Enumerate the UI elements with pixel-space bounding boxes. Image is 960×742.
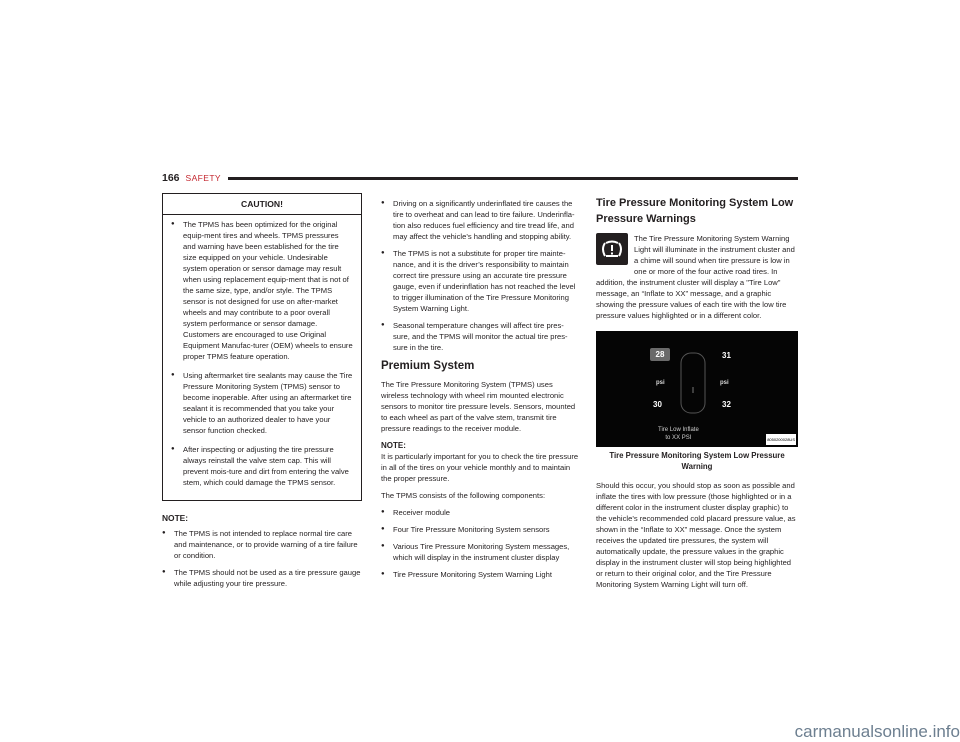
note-label: NOTE:	[162, 513, 189, 523]
tpms-cluster-graphic	[596, 331, 798, 447]
component-item: ● Various Tire Pressure Monitoring System messages, which will display in the instrument cluster display	[381, 541, 580, 563]
note-item: ● The TPMS should not be used as a tire pressure gauge while adjusting your tire pressure.	[162, 567, 362, 589]
tire-low-message	[658, 426, 699, 442]
column-right	[596, 195, 798, 596]
list-item: ● Driving on a significantly underinflated tire causes the tire to overheat and can lead to tire failure. Underinfla-tion also reduces fuel efficiency and tire tread life, and may affect the vehicle’s handling and stopping ability.	[381, 198, 580, 242]
paragraph: The Tire Pressure Monitoring System Warning Light will illuminate in the instrument cluster and a chime will sound when tire pressure is low in one or more of the four active road tires. In addition, the instrument cluster will display a "Tire Low" message, an “Inflate to XX” message, and a graphic showing the pressure values of each tire with the low tire pressure values highlighted or in a different color.	[596, 234, 795, 320]
tire-rear-right-value: 32	[722, 400, 731, 409]
caution-item: ● Using aftermarket tire sealants may cause the Tire Pressure Monitoring System (TPMS) sensor to become inoperable. After using an aftermarket tire sealant it is recommended that you take your vehicle to an authorized dealer to have your sensor function checked.	[171, 370, 353, 436]
caution-title: CAUTION!	[163, 194, 361, 215]
tire-front-right-value: 31	[722, 351, 731, 360]
note-item: ● The TPMS is not intended to replace normal tire care and maintenance, or to provide warning of a tire failure or condition.	[162, 528, 362, 561]
caution-item: ● After inspecting or adjusting the tire pressure always reinstall the valve stem cap. This will prevent mois-ture and dirt from entering the valve stem, which could damage the TPMS sensor.	[171, 444, 353, 488]
tire-front-left-value: 28	[650, 348, 670, 361]
column-left	[162, 193, 362, 595]
figure-caption: Tire Pressure Monitoring System Low Pressure Warning	[609, 451, 785, 471]
header-rule	[228, 177, 798, 180]
message-line: to XX PSI	[665, 435, 692, 441]
note-text: It is particularly important for you to check the tire pressure in all of the tires on your vehicle monthly and to maintain the proper pressure.	[381, 452, 579, 483]
message-line: Tire Low Inflate	[658, 427, 699, 433]
warning-paragraph	[596, 233, 798, 321]
component-item: ● Tire Pressure Monitoring System Warning Light	[381, 569, 580, 580]
figure-code: 8050200028US	[766, 434, 796, 445]
list-item: ● Seasonal temperature changes will affect tire pres-sure, and the TPMS will monitor the actual tire pres-sure in the tire.	[381, 320, 580, 353]
page-number: 166	[162, 172, 180, 184]
watermark-logo: carmanualsonline.info	[794, 722, 960, 741]
note-label: NOTE:	[381, 441, 406, 450]
heading-line: Tire Pressure Monitoring System Low	[596, 197, 794, 209]
paragraph: The Tire Pressure Monitoring System (TPMS) uses wireless technology with wheel rim mounted electronic sensors to monitor tire pressure levels. Sensors, mounted to each wheel as part of the valve stem, transmit tire pressure readings to the receiver module.	[381, 380, 576, 433]
paragraph: Should this occur, you should stop as soon as possible and inflate the tires with low pressure (those highlighted or in a different color in the instrument cluster display graphic) to the vehicle’s recommended cold placard pressure value, as shown in the “Inflate to XX” message. Once the system receives the updated tire pressures, the system will automatically update, the pressure values in the graphic display in the instrument cluster will stop being highlighted or return to their original color, and the Tire Pressure Monitoring System Warning Light will turn off.	[596, 481, 796, 589]
tire-rear-left-value: 30	[653, 400, 662, 409]
heading-line: Pressure Warnings	[596, 213, 696, 225]
psi-label: psi	[656, 380, 665, 386]
page-header	[162, 172, 221, 184]
tpms-warning-icon	[596, 233, 628, 265]
caution-item: ● The TPMS has been optimized for the original equip-ment tires and wheels. TPMS pressures and warning have been established for the tire size equipped on your vehicle. Undesirable system operation or sensor damage may result when using replacement equip-ment that is not of the same size, type, and/or style. The TPMS sensor is not designed for use on after-market wheels and may contribute to a poor overall system performance or sensor damage. Customers are encouraged to use Original Equipment Manufac-turer (OEM) wheels to ensure proper TPMS feature operation.	[171, 219, 353, 362]
note-block	[162, 513, 362, 589]
caution-box	[162, 193, 362, 501]
component-item: ● Receiver module	[381, 507, 580, 518]
section-heading: Premium System	[381, 360, 475, 372]
paragraph: The TPMS consists of the following components:	[381, 491, 546, 500]
section-title: SAFETY	[185, 173, 221, 183]
psi-label: psi	[720, 380, 729, 386]
component-item: ● Four Tire Pressure Monitoring System sensors	[381, 524, 580, 535]
section-heading	[596, 195, 798, 227]
column-middle	[381, 195, 580, 586]
list-item: ● The TPMS is not a substitute for proper tire mainte-nance, and it is the driver’s responsibility to maintain correct tire pressure using an accurate tire pressure gauge, even if underinflation has not reached the level to trigger illumination of the Tire Pressure Monitoring System Warning Light.	[381, 248, 580, 314]
